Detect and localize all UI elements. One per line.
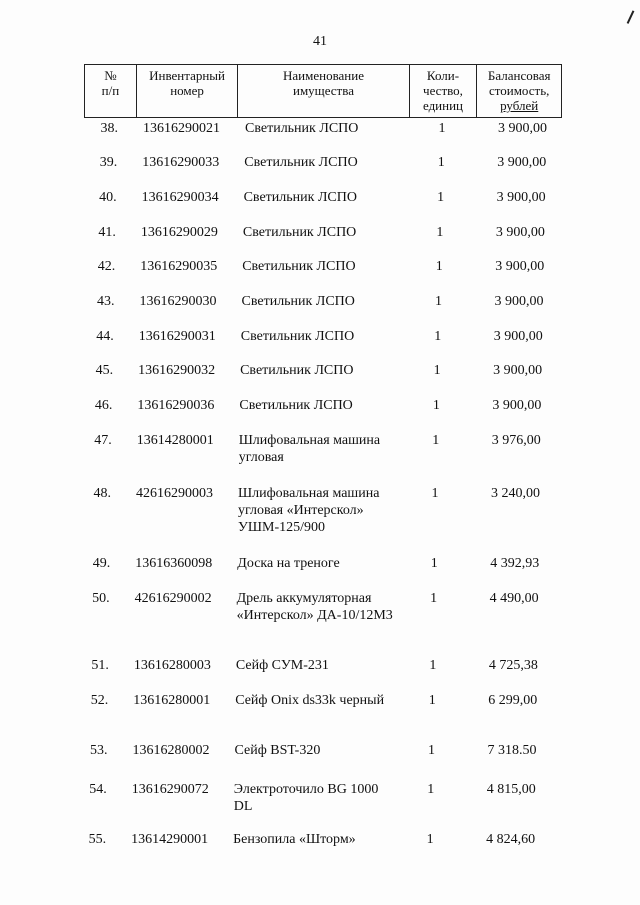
row-balance-value: 4 824,60 — [486, 832, 536, 847]
row-quantity: 1 — [437, 155, 445, 170]
row-quantity: 1 — [436, 225, 444, 240]
row-balance-value: 7 318.50 — [487, 743, 537, 758]
row-balance-value: 3 900,00 — [493, 329, 543, 344]
row-item-name: Сейф Onix ds33k черный — [235, 693, 385, 708]
row-inventory-number: 13616290030 — [139, 294, 217, 309]
row-quantity: 1 — [431, 486, 439, 501]
row-balance-value: 3 900,00 — [493, 363, 543, 378]
row-number: 49. — [92, 556, 111, 571]
row-quantity: 1 — [434, 329, 442, 344]
row-quantity: 1 — [429, 658, 437, 673]
header-balance-value: Балансовая стоимость, рублей — [487, 68, 551, 113]
row-number: 44. — [96, 329, 114, 344]
row-quantity: 1 — [438, 121, 446, 136]
row-item-name: Сейф BST-320 — [234, 743, 321, 758]
row-inventory-number: 13616280003 — [133, 658, 211, 673]
row-balance-value: 3 900,00 — [496, 190, 546, 205]
row-inventory-number: 13616290031 — [138, 329, 216, 344]
row-balance-value: 3 900,00 — [495, 259, 545, 274]
row-balance-value: 3 900,00 — [497, 155, 547, 170]
row-inventory-number: 13614280001 — [136, 433, 214, 448]
row-number: 54. — [89, 782, 107, 797]
row-balance-value: 3 900,00 — [492, 398, 542, 413]
row-quantity: 1 — [432, 398, 440, 413]
row-balance-value: 3 976,00 — [491, 433, 541, 448]
row-item-name: Светильник ЛСПО — [240, 329, 355, 344]
page-number: 41 — [313, 34, 327, 49]
row-inventory-number: 42616290002 — [134, 591, 212, 606]
header-name: Наименование имущества — [238, 65, 409, 117]
row-number: 47. — [94, 433, 112, 448]
row-number: 39. — [99, 155, 118, 170]
row-number: 41. — [98, 225, 116, 240]
row-quantity: 1 — [432, 433, 440, 448]
row-quantity: 1 — [433, 363, 441, 378]
scan-mark — [618, 6, 635, 24]
row-quantity: 1 — [426, 832, 434, 847]
row-number: 38. — [100, 121, 118, 136]
row-item-name: Доска на треноге — [237, 556, 340, 571]
row-inventory-number: 13616290033 — [142, 155, 220, 170]
row-inventory-number: 13616280001 — [133, 693, 211, 708]
header-inventory: Инвентарный номер — [137, 65, 239, 117]
row-inventory-number: 13616280002 — [132, 743, 210, 758]
row-quantity: 1 — [430, 556, 438, 571]
row-number: 42. — [97, 259, 116, 274]
row-inventory-number: 13616290034 — [141, 190, 219, 205]
row-number: 55. — [88, 832, 107, 847]
row-item-name: Электроточило BG 1000 DL — [233, 782, 379, 814]
row-item-name: Светильник ЛСПО — [242, 225, 357, 240]
row-quantity: 1 — [435, 294, 442, 309]
row-item-name: Светильник ЛСПО — [240, 363, 354, 378]
row-number: 45. — [95, 363, 114, 378]
row-inventory-number: 13616290035 — [140, 259, 218, 274]
row-balance-value: 4 490,00 — [489, 591, 539, 606]
row-number: 51. — [91, 658, 109, 673]
row-number: 48. — [93, 486, 111, 501]
row-inventory-number: 13616360098 — [135, 556, 213, 571]
row-quantity: 1 — [427, 782, 435, 797]
row-number: 50. — [92, 591, 110, 606]
row-balance-value: 3 900,00 — [495, 225, 545, 240]
row-item-name: Светильник ЛСПО — [243, 190, 357, 205]
row-inventory-number: 13616290021 — [143, 121, 220, 136]
row-balance-value: 4 725,38 — [488, 658, 538, 673]
row-item-name: Сейф СУМ-231 — [235, 658, 329, 673]
row-inventory-number: 13616290072 — [131, 782, 209, 797]
row-balance-value: 3 900,00 — [494, 294, 544, 309]
row-item-name: Светильник ЛСПО — [239, 398, 353, 413]
row-inventory-number: 13616290029 — [140, 225, 218, 240]
row-quantity: 1 — [430, 591, 438, 606]
row-quantity: 1 — [435, 259, 443, 274]
row-item-name: Шлифовальная машина угловая — [238, 433, 381, 465]
row-item-name: Шлифовальная машина угловая «Интерскол» УШМ-125/900 — [238, 486, 380, 535]
row-number: 40. — [99, 190, 117, 205]
row-inventory-number: 13614290001 — [131, 832, 209, 847]
row-number: 43. — [97, 294, 115, 309]
row-inventory-number: 13616290032 — [138, 363, 216, 378]
header-number: № п/п — [85, 65, 137, 117]
row-item-name: Светильник ЛСПО — [241, 294, 355, 309]
row-item-name: Светильник ЛСПО — [245, 121, 359, 136]
row-item-name: Светильник ЛСПО — [242, 259, 356, 274]
row-balance-value: 4 815,00 — [486, 782, 536, 797]
row-balance-value: 3 240,00 — [491, 486, 540, 501]
row-balance-value: 3 900,00 — [498, 121, 547, 136]
header-quantity: Коли- чество, единиц — [410, 65, 478, 117]
table-header — [84, 64, 562, 118]
row-inventory-number: 13616290036 — [137, 398, 215, 413]
row-balance-value: 4 392,93 — [490, 556, 540, 571]
row-number: 52. — [90, 693, 109, 708]
row-inventory-number: 42616290003 — [136, 486, 213, 501]
row-balance-value: 6 299,00 — [488, 693, 538, 708]
row-quantity: 1 — [437, 190, 445, 205]
row-item-name: Светильник ЛСПО — [244, 155, 358, 170]
row-quantity: 1 — [428, 693, 436, 708]
row-item-name: Дрель аккумуляторная «Интерскол» ДА-10/12М3 — [236, 591, 393, 623]
row-quantity: 1 — [428, 743, 435, 758]
row-number: 46. — [94, 398, 113, 413]
row-number: 53. — [90, 743, 108, 758]
row-item-name: Бензопила «Шторм» — [233, 832, 356, 847]
